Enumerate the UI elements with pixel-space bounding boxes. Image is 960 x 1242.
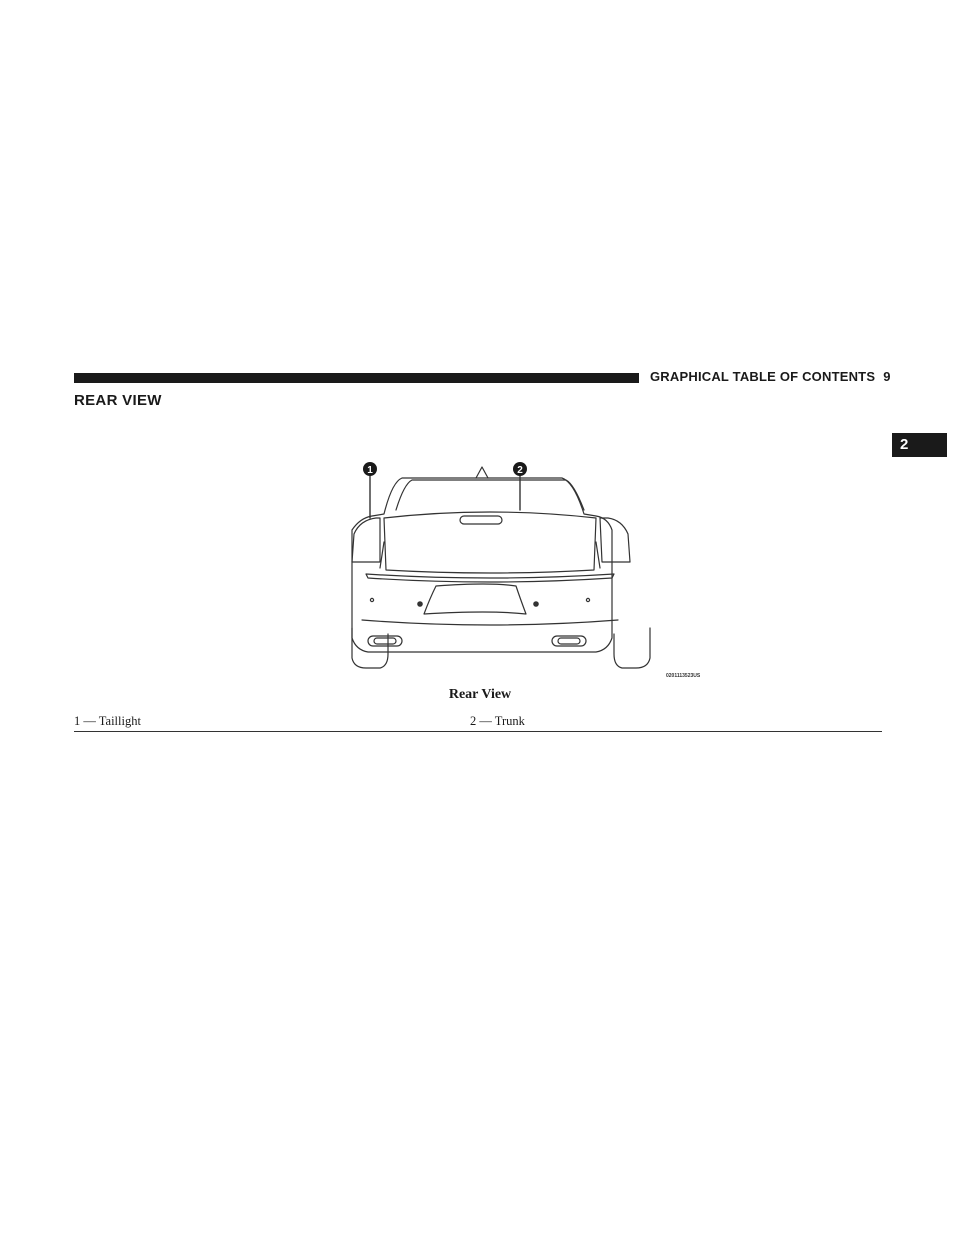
trunk-handle <box>460 516 502 524</box>
figure-caption: Rear View <box>448 687 512 702</box>
chrome-strip <box>366 574 614 582</box>
page-number: 9 <box>883 369 891 384</box>
legend-rule <box>74 731 882 732</box>
shark-fin-antenna <box>476 467 488 478</box>
legend-item-trunk: 2 — Trunk <box>470 714 525 728</box>
license-plate-recess <box>424 584 526 614</box>
callout-1-label: 1 <box>367 465 373 476</box>
lower-fascia <box>362 620 618 625</box>
figure-code: 0201113523US <box>666 673 701 679</box>
running-header-title: GRAPHICAL TABLE OF CONTENTS <box>650 369 876 384</box>
right-wheel <box>614 628 650 668</box>
rear-view-illustration <box>340 458 720 682</box>
callout-2-label: 2 <box>517 465 523 476</box>
car-body-outline <box>352 478 612 652</box>
header-rule <box>74 373 639 383</box>
section-heading: REAR VIEW <box>74 392 162 409</box>
trunk-lid <box>384 512 596 573</box>
running-header <box>650 369 891 384</box>
rear-window <box>396 480 584 510</box>
left-wheel <box>352 628 388 668</box>
legend-item-taillight: 1 — Taillight <box>74 714 141 728</box>
chapter-tab[interactable]: 2 <box>892 433 947 457</box>
right-taillight <box>600 518 630 562</box>
